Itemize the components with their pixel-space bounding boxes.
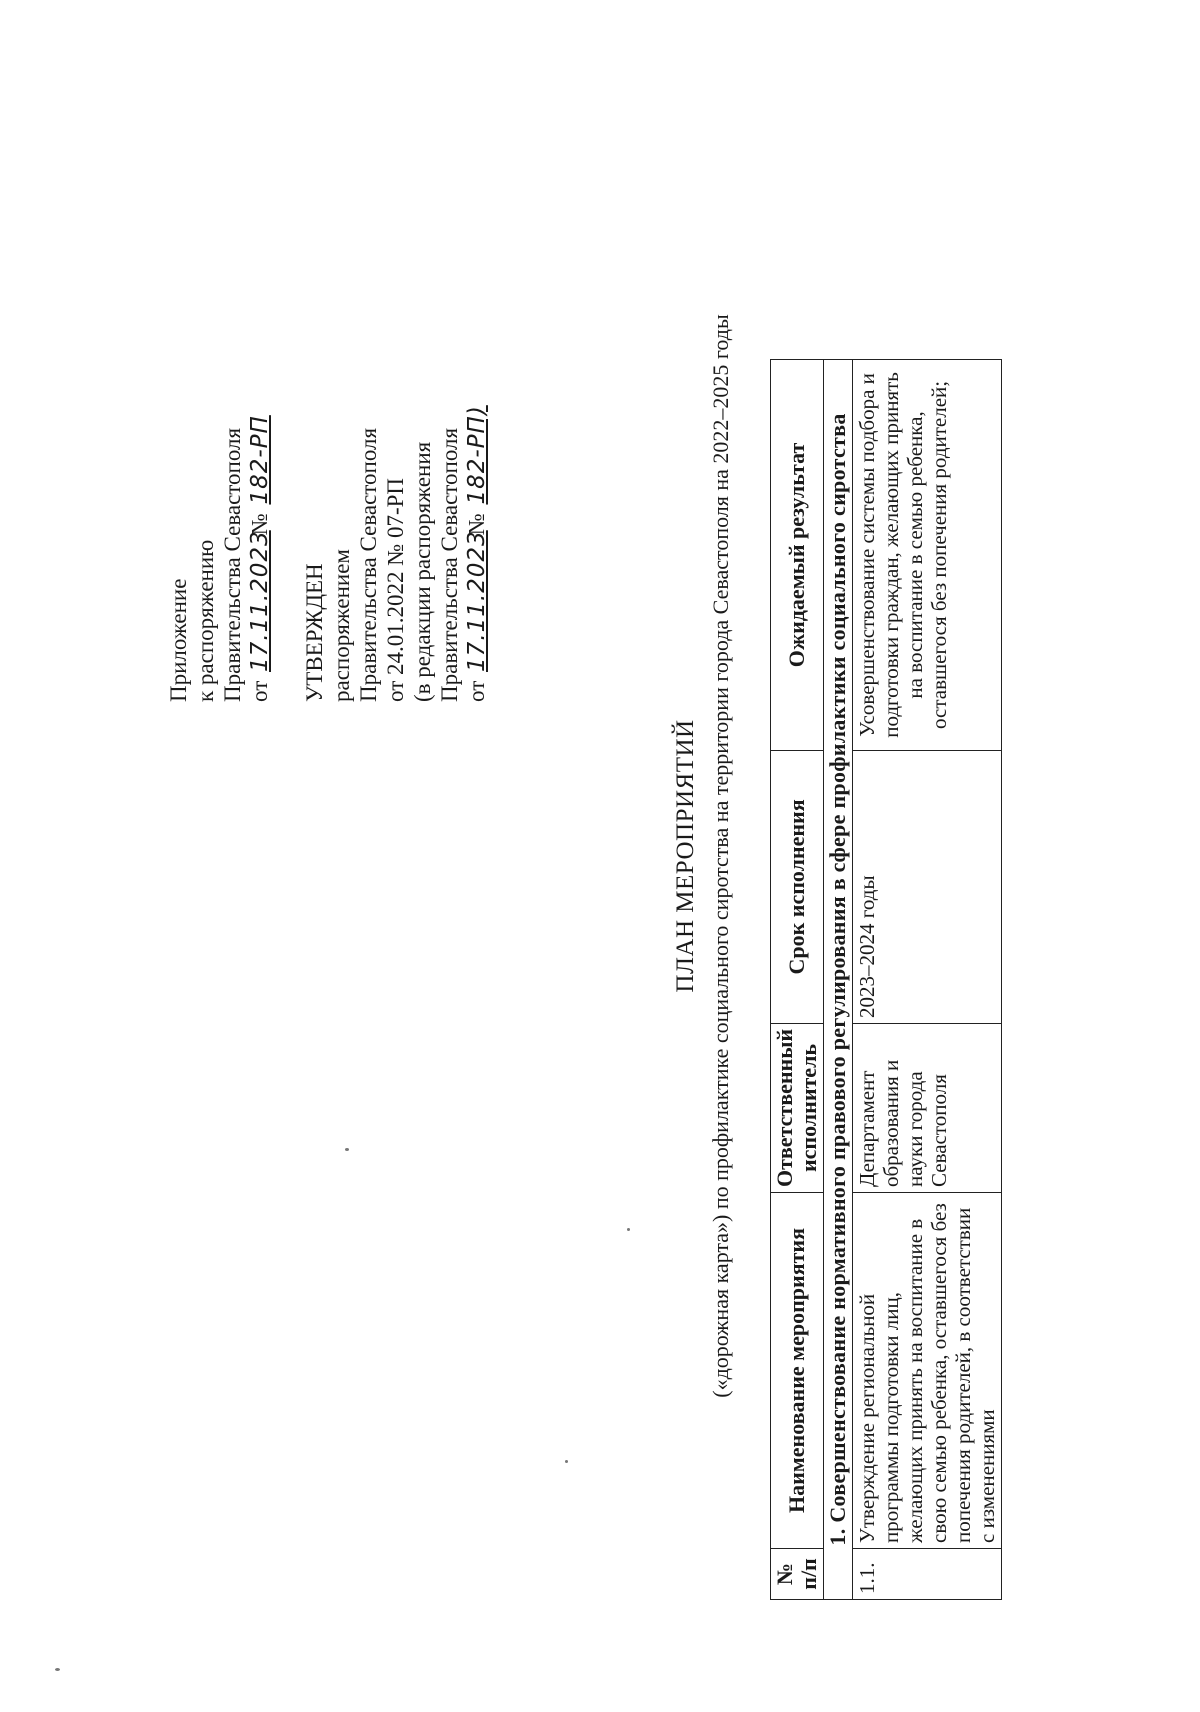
stamp-line: от 24.01.2022 № 07-РП <box>383 477 408 702</box>
handwritten-number: 182-РП <box>247 415 273 505</box>
scan-speck <box>345 1148 349 1151</box>
header-executor: Ответственный исполнитель <box>771 1023 824 1192</box>
stamp-line: Правительства Севастополя <box>356 427 381 702</box>
document-subtitle: («дорожная карта») по профилактике социального сиротства на территории города Севастополя на 2022–2025 годы <box>708 314 733 1398</box>
scan-speck <box>565 1460 568 1463</box>
number-prefix: № <box>464 513 489 536</box>
number-prefix: № <box>247 513 272 536</box>
from-prefix: от <box>247 680 272 702</box>
table-header-row <box>771 359 824 1599</box>
cell-name: Утверждение региональной программы подготовки лиц, желающих принять на воспитание в свою семью ребенка, оставшегося без попечения родителей, в соответствии с изменениями <box>853 1193 1002 1549</box>
section-row <box>824 359 853 1599</box>
header-result: Ожидаемый результат <box>771 359 824 750</box>
header-name: Наименование мероприятия <box>771 1193 824 1549</box>
handwritten-date: 17.11.2023 <box>464 530 490 672</box>
table-row <box>853 359 1002 1599</box>
header-number: № п/п <box>771 1549 824 1600</box>
approval-stamp <box>165 407 491 702</box>
cell-number: 1.1. <box>853 1549 1002 1600</box>
stamp-line: Правительства Севастополя <box>437 427 462 702</box>
stamp-line: Приложение <box>166 578 191 702</box>
stamp-edit-date-line <box>463 407 491 702</box>
stamp-line: к распоряжению <box>193 539 218 702</box>
approved-label: УТВЕРЖДЕН <box>302 563 327 702</box>
from-prefix: от <box>464 680 489 702</box>
cell-result: Усовершенствование системы подбора и подготовки граждан, желающих принять на воспитание в семью ребенка, оставшегося без попечения родителей; <box>853 359 1002 750</box>
handwritten-date: 17.11.2023 <box>247 530 273 672</box>
stamp-line: (в редакции распоряжения <box>410 441 435 702</box>
stamp-date-line <box>246 407 274 702</box>
scan-speck <box>55 1668 60 1671</box>
cell-executor: Департамент образования и науки города Севастополя <box>853 1023 1002 1192</box>
stamp-line: Правительства Севастополя <box>220 427 245 702</box>
stamp-line: распоряжением <box>329 549 354 702</box>
document-title: ПЛАН МЕРОПРИЯТИЙ <box>672 719 699 993</box>
handwritten-number: 182-РП) <box>464 405 490 505</box>
cell-term: 2023–2024 годы <box>853 750 1002 1023</box>
plan-table <box>770 359 1002 1600</box>
scan-speck <box>627 1228 630 1231</box>
section-title: 1. Совершенствование нормативного правового регулирования в сфере профилактики социального сиротства <box>824 359 853 1599</box>
header-term: Срок исполнения <box>771 750 824 1023</box>
